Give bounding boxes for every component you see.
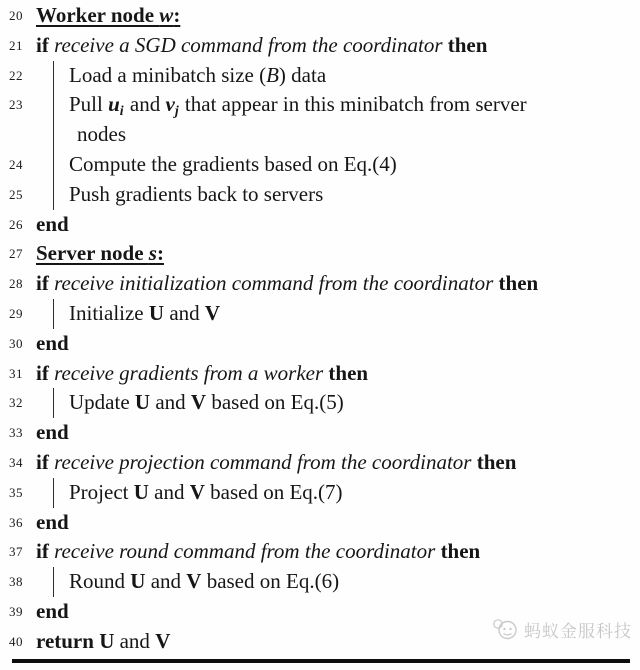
text-segment: and [124,92,166,117]
algorithm-line [9,269,640,299]
line-content [36,627,170,657]
line-content [53,180,323,210]
algorithm-line [9,150,640,180]
line-content [53,388,344,418]
line-content [36,31,487,61]
text-segment: and [148,479,190,504]
algorithm-line [9,478,640,508]
line-number: 36 [9,514,23,530]
text-segment: Initialize [69,300,149,325]
algorithm-line [9,329,640,359]
text-segment: ) data [278,62,327,87]
text-segment: end [36,330,69,355]
text-segment: Project [69,479,134,504]
line-number: 29 [9,305,23,321]
line-content [53,120,126,150]
algorithm-line [9,448,640,478]
text-segment: receive projection command from the coordinator [54,449,477,474]
text-segment: based on Eq.(6) [201,569,340,594]
line-content [53,150,397,180]
text-segment: Compute the gradients based on Eq.(4) [69,151,397,176]
text-segment: w [159,3,174,27]
text-segment: end [36,509,69,534]
line-number: 31 [9,365,23,381]
text-segment: receive gradients from a worker [54,360,329,385]
line-content [53,478,343,508]
algorithm-line [9,210,640,240]
algorithm-line [9,180,640,210]
line-number: 22 [9,67,23,83]
line-number: 32 [9,395,23,411]
text-segment: i [119,102,124,118]
line-content [53,90,527,120]
text-segment: based on Eq.(7) [204,479,343,504]
text-segment: that appear in this minibatch from server [179,92,527,117]
text-segment: if [36,32,55,57]
line-content [36,597,69,627]
text-segment: U [99,628,115,653]
algorithm-line [9,537,640,567]
line-number: 24 [9,156,23,172]
text-segment: receive round command from the coordinator [54,539,441,564]
text-segment: V [186,569,202,594]
algorithm-line [9,120,640,150]
line-content [36,269,538,299]
text-segment: Load a minibatch size ( [69,62,267,87]
text-segment: V [155,628,171,653]
watermark [490,616,632,642]
text-segment: U [130,569,146,594]
text-segment: return [36,628,100,653]
line-content [36,210,69,240]
text-segment: U [148,300,165,325]
line-content [36,329,69,359]
text-segment: and [114,628,156,653]
text-segment: u [108,92,120,117]
text-segment: if [36,360,55,385]
line-number: 27 [9,246,23,262]
text-segment: j [174,102,179,118]
text-segment: B [266,62,279,87]
text-segment: end [36,211,69,236]
text-segment: based on Eq.(5) [206,390,344,415]
algorithm-lines [9,1,640,657]
text-segment: receive a SGD command from the coordinator [54,32,448,57]
text-segment: U [133,479,149,504]
line-number: 38 [9,574,23,590]
text-segment: then [328,360,369,385]
text-segment: Pull [69,92,109,117]
text-segment: then [447,32,488,57]
line-number: 40 [9,633,23,649]
text-segment: if [36,449,55,474]
text-segment: if [36,271,55,296]
line-content [53,299,220,329]
text-segment: V [204,300,221,325]
text-segment: s [148,241,157,266]
text-segment: Server node [36,241,149,266]
line-number: 25 [9,186,23,202]
line-content [36,508,69,538]
text-segment: then [498,271,539,296]
line-content [36,418,69,448]
text-segment: U [134,390,151,415]
text-segment: and [145,569,187,594]
algorithm-line [9,567,640,597]
text-segment: Update [69,390,135,415]
text-segment: and [164,300,205,325]
section-header [36,1,180,31]
line-content [36,359,368,389]
text-segment: : [156,241,164,266]
algorithm-line [9,61,640,91]
text-segment: V [190,390,207,415]
text-segment: and [150,390,191,415]
line-number: 33 [9,425,23,441]
text-segment: receive initialization command from the coordinator [54,271,499,296]
line-number: 26 [9,216,23,232]
line-number: 37 [9,544,23,560]
text-segment: : [173,3,181,27]
line-content [36,448,516,478]
line-number: 21 [9,37,23,53]
line-content [53,567,339,597]
text-segment: if [36,539,55,564]
text-segment: then [476,449,517,474]
line-content [53,61,326,91]
text-segment: v [165,92,175,117]
line-number: 39 [9,603,23,619]
algorithm-line [9,388,640,418]
text-segment: V [189,479,205,504]
algorithm-line [9,1,640,31]
line-number [9,120,30,150]
text-segment: end [36,420,69,445]
text-segment: nodes [77,122,126,147]
ant-logo-icon [490,616,520,642]
line-number: 30 [9,335,23,351]
line-number: 34 [9,454,23,470]
algorithm-line [9,31,640,61]
bottom-rule [12,659,630,663]
section-header [36,239,164,269]
text-segment: Push gradients back to servers [69,181,324,206]
line-number: 20 [9,8,23,23]
text-segment: then [440,539,481,564]
algorithm-line [9,508,640,538]
line-content [36,537,480,567]
algorithm-line [9,239,640,269]
algorithm-line [9,299,640,329]
line-number: 35 [9,484,23,500]
text-segment: Worker node [36,3,160,27]
text-segment: Round [69,569,131,594]
text-segment: end [36,598,69,623]
watermark-text: 蚂蚁金服科技 [524,621,632,641]
line-number: 28 [9,276,23,292]
line-number: 23 [9,97,23,113]
algorithm-line [9,359,640,389]
algorithm-line [9,418,640,448]
algorithm-line [9,90,640,120]
